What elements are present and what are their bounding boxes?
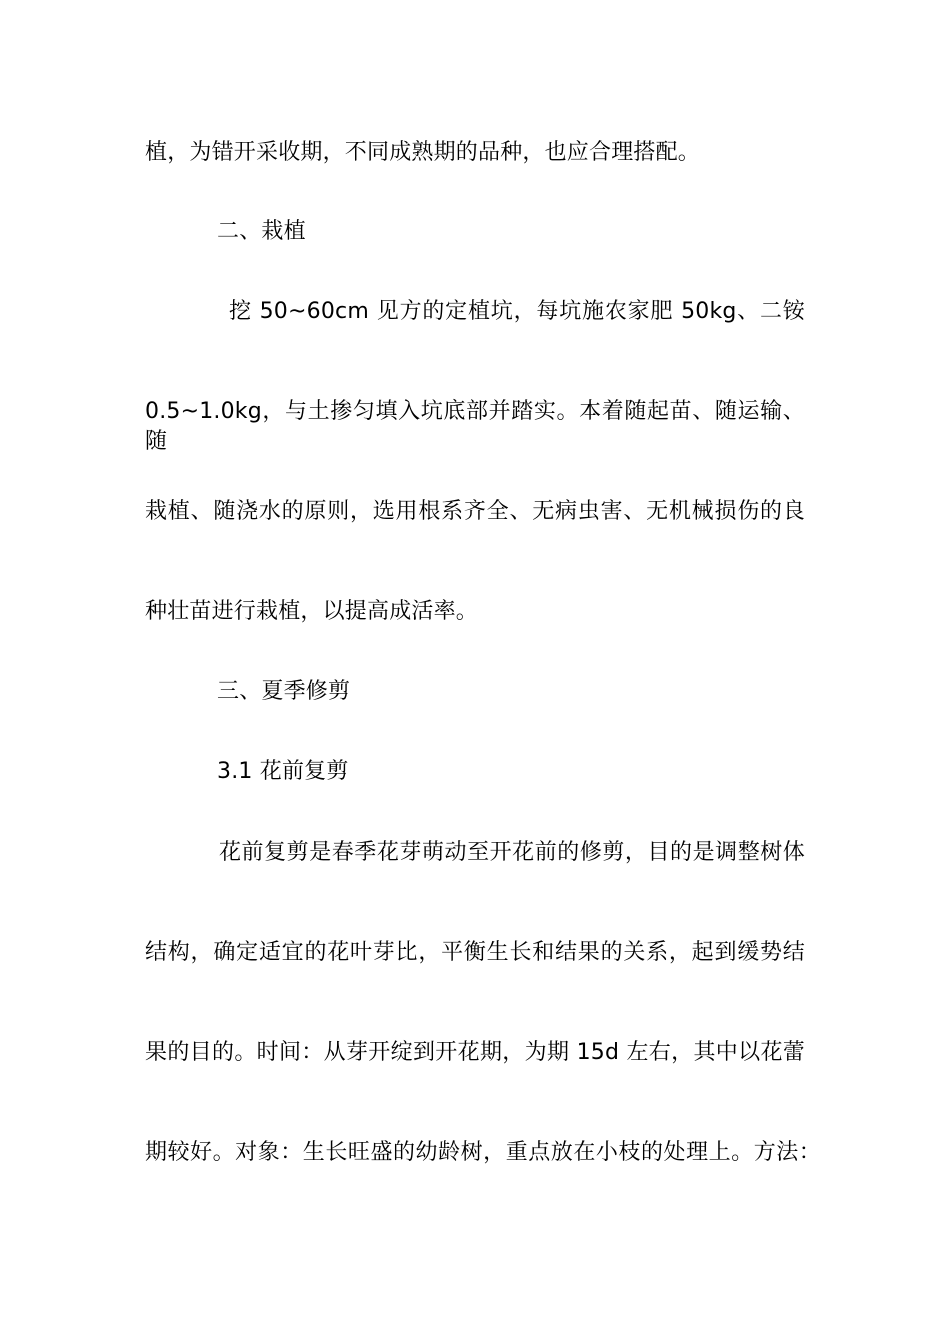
paragraph-line: 0.5~1.0kg，与土掺匀填入坑底部并踏实。本着随起苗、随运输、随	[145, 399, 805, 454]
paragraph-line: 花前复剪是春季花芽萌动至开花前的修剪，目的是调整树体	[219, 840, 805, 865]
paragraph-line: 期较好。对象：生长旺盛的幼龄树，重点放在小枝的处理上。方法：	[145, 1140, 821, 1165]
section-heading-planting: 二、栽植	[217, 219, 306, 244]
paragraph-line: 栽植、随浇水的原则，选用根系齐全、无病虫害、无机械损伤的良	[145, 499, 805, 524]
paragraph-line: 种壮苗进行栽植，以提高成活率。	[145, 599, 479, 624]
paragraph-line: 结构，确定适宜的花叶芽比，平衡生长和结果的关系，起到缓势结	[145, 940, 805, 965]
subsection-heading-pre-flower-pruning: 3.1 花前复剪	[217, 759, 349, 784]
paragraph-line: 植，为错开采收期，不同成熟期的品种，也应合理搭配。	[145, 140, 701, 165]
paragraph-line: 挖 50~60cm 见方的定植坑，每坑施农家肥 50kg、二铵	[229, 299, 805, 324]
section-heading-summer-pruning: 三、夏季修剪	[217, 679, 351, 704]
paragraph-line: 果的目的。时间：从芽开绽到开花期，为期 15d 左右，其中以花蕾	[145, 1040, 805, 1065]
